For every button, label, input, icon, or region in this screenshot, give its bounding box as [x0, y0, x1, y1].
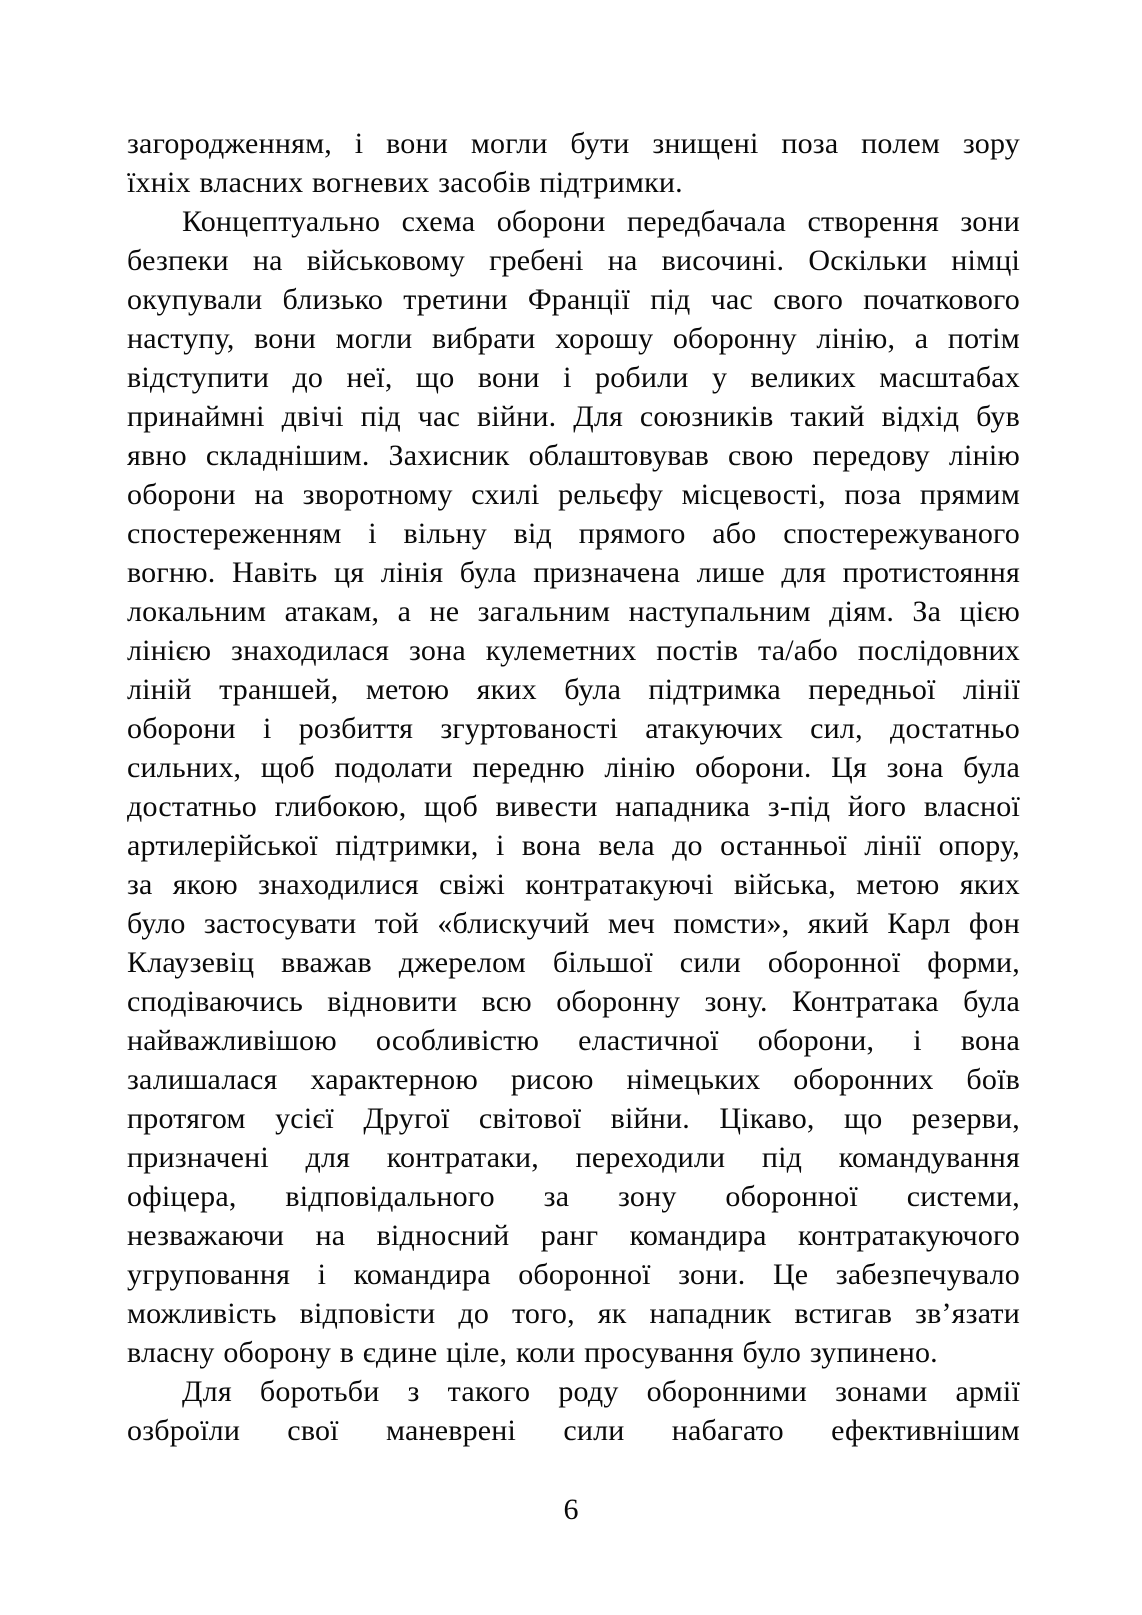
text-line: сподіваючись відновити всю оборонну зону. Контратака була: [127, 985, 1020, 1018]
text-line: угруповання і командира оборонної зони. Це забезпечувало: [127, 1258, 1020, 1291]
text-line: їхніх власних вогневих засобів підтримки.: [127, 166, 683, 199]
text-line: було застосувати той «блискучий меч помсти», який Карл фон: [127, 907, 1020, 940]
text-line: оборони і розбиття згуртованості атакуючих сил, достатньо: [127, 712, 1020, 745]
text-line: спостереженням і вільну від прямого або спостережуваного: [127, 517, 1020, 550]
paragraph: [127, 1372, 1020, 1450]
text-line: наступу, вони могли вибрати хорошу оборонну лінію, а потім: [127, 322, 1020, 355]
text-line: оборони на зворотному схилі рельєфу місцевості, поза прямим: [127, 478, 1020, 511]
text-line: локальним атакам, а не загальним наступальним діям. За цією: [127, 595, 1020, 628]
text-line: можливість відповісти до того, як нападник встигав зв’язати: [127, 1297, 1020, 1330]
text-line: Клаузевіц вважав джерелом більшої сили оборонної форми,: [127, 946, 1020, 979]
text-line: безпеки на військовому гребені на височині. Оскільки німці: [127, 244, 1020, 277]
text-line: окупували близько третини Франції під час свого початкового: [127, 283, 1020, 316]
text-line: відступити до неї, що вони і робили у великих масштабах: [127, 361, 1020, 394]
text-line: Для боротьби з такого роду оборонними зонами армії: [182, 1375, 1020, 1408]
text-line: озброїли свої маневрені сили набагато ефективнішим: [127, 1414, 1020, 1447]
text-line: достатньо глибокою, щоб вивести нападника з-під його власної: [127, 790, 1020, 823]
text-line: явно складнішим. Захисник облаштовував свою передову лінію: [127, 439, 1020, 472]
text-line: Концептуально схема оборони передбачала створення зони: [182, 205, 1020, 238]
text-line: вогню. Навіть ця лінія була призначена лише для протистояння: [127, 556, 1020, 589]
page-text: [127, 124, 1020, 1450]
text-line: найважливішою особливістю еластичної оборони, і вона: [127, 1024, 1020, 1057]
text-line: ліній траншей, метою яких була підтримка передньої лінії: [127, 673, 1020, 706]
text-line: незважаючи на відносний ранг командира контратакуючого: [127, 1219, 1020, 1252]
text-line: загородженням, і вони могли бути знищені поза полем зору: [127, 127, 1020, 160]
text-line: за якою знаходилися свіжі контратакуючі війська, метою яких: [127, 868, 1020, 901]
text-line: принаймні двічі під час війни. Для союзників такий відхід був: [127, 400, 1020, 433]
text-line: лінією знаходилася зона кулеметних постів та/або послідовних: [127, 634, 1020, 667]
page-number: 6: [563, 1493, 579, 1526]
paragraph: [127, 202, 1020, 1372]
text-line: артилерійської підтримки, і вона вела до останньої лінії опору,: [127, 829, 1020, 862]
text-line: сильних, щоб подолати передню лінію оборони. Ця зона була: [127, 751, 1020, 784]
text-line: власну оборону в єдине ціле, коли просування було зупинено.: [127, 1336, 938, 1369]
text-line: призначені для контратаки, переходили під командування: [127, 1141, 1020, 1174]
paragraph: [127, 124, 1020, 202]
text-line: залишалася характерною рисою німецьких оборонних боїв: [127, 1063, 1020, 1096]
text-line: протягом усієї Другої світової війни. Цікаво, що резерви,: [127, 1102, 1020, 1135]
text-line: офіцера, відповідального за зону оборонної системи,: [127, 1180, 1020, 1213]
